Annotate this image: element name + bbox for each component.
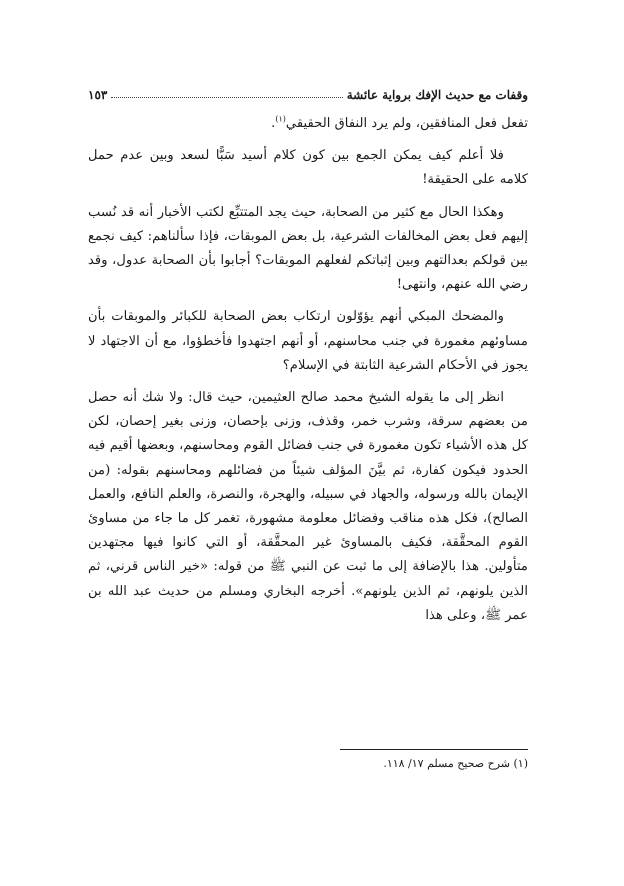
running-title: وقفات مع حديث الإفك برواية عائشة bbox=[346, 88, 528, 102]
paragraph-2: فلا أعلم كيف يمكن الجمع بين كون كلام أسيد سَبًّا لسعد وبين عدم حمل كلامه على الحقيقة! bbox=[88, 148, 528, 188]
paragraph-3: وهكذا الحال مع كثير من الصحابة، حيث يجد المتتبِّع لكتب الأخبار أنه قد نُسب إليهم فعل بعض المخالفات الشرعية، بل بعض الموبقات، فإذا سألناهم: كيف نجمع بين قولكم بعدالتهم وبين إثباتكم لفعلهم الموبقات؟ أجابوا بأن الصحابة عدول، وقد رضي الله عنهم، وانتهى! bbox=[88, 204, 528, 293]
paragraph-4: والمضحك المبكي أنهم يؤوّلون ارتكاب بعض الصحابة للكبائر والموبقات بأن مساوئهم مغمورة في جنب محاسنهم، أو أنهم اجتهدوا فأخطؤوا، مع أن الاجتهاد لا يجوز في الأحكام الشرعية الثابتة في الإسلام؟ bbox=[88, 309, 528, 373]
footnote: (١) شرح صحيح مسلم ١٧/ ١١٨. bbox=[383, 757, 528, 770]
header-dot-leader bbox=[111, 96, 342, 98]
footnote-separator bbox=[340, 749, 528, 750]
paragraph-1-end: . bbox=[271, 116, 276, 131]
footnote-reference[interactable]: (١) bbox=[275, 114, 286, 124]
paragraph-5: انظر إلى ما يقوله الشيخ محمد صالح العثيمين، حيث قال: ولا شك أنه حصل من بعضهم سرقة، وشرب خمر، وقذف، وزنى بإحصان، وزنى بغير إحصان، لكن كل هذه الأشياء تكون مغمورة في جنب فضائل القوم ومحاسنهم، وبعضها أقيم فيه الحدود فيكون كفارة، ثم بيَّنَ المؤلف شيئاً من فضائلهم ومحاسنهم بقوله: (من الإيمان بالله ورسوله، والجهاد في سبيله، والهجرة، والنصرة، والعلم النافع، والعمل الصالح)، فكل هذه مناقب وفضائل معلومة مشهورة، تغمر كل ما جاء من مساوئ القوم المحقَّقة، فكيف بالمساوئ غير المحقَّقة، أو التي كانوا فيها مجتهدين متأولين. هذا بالإضافة إلى ما ثبت عن النبي ﷺ من قوله: «خير الناس قرني، ثم الذين يلونهم، ثم الذين يلونهم». أخرجه البخاري ومسلم من حديث عبد الله بن عمر ﷺ، وعلى هذا bbox=[88, 390, 528, 623]
paragraph-1 bbox=[88, 112, 528, 136]
page-number: ١٥٣ bbox=[88, 88, 108, 102]
running-header bbox=[88, 80, 528, 102]
paragraph-1-text: تفعل فعل المنافقين، ولم يرد النفاق الحقيقي bbox=[285, 116, 528, 131]
main-text bbox=[88, 112, 528, 636]
